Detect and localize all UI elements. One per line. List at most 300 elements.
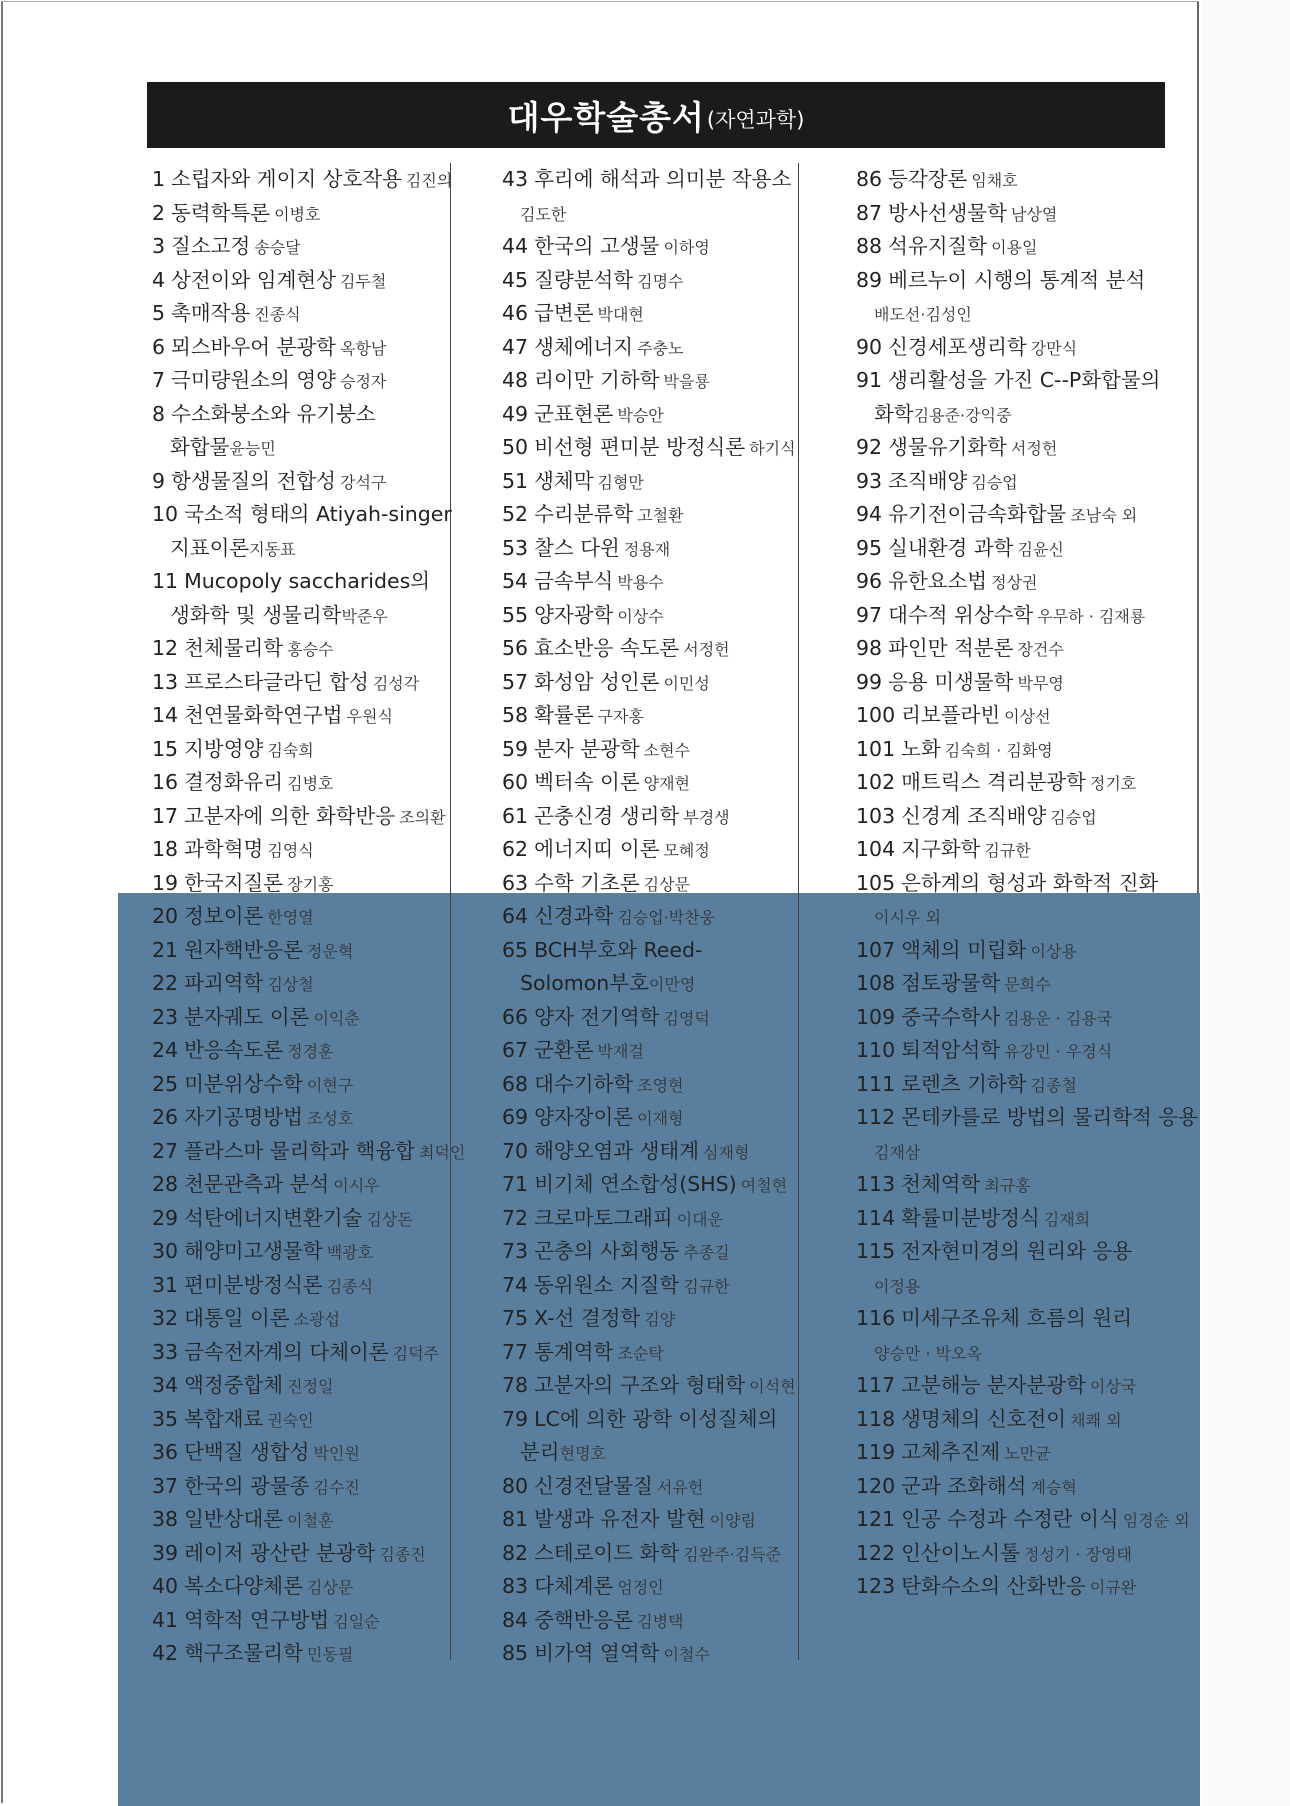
book-author: 김용준·강익중 bbox=[913, 406, 1012, 425]
book-number: 58 bbox=[502, 703, 529, 727]
book-title: 생리활성을 가진 C--P화합물의 bbox=[888, 368, 1161, 392]
book-author: 이만영 bbox=[648, 975, 696, 994]
book-author: 장건수 bbox=[1017, 640, 1064, 659]
book-number: 62 bbox=[502, 837, 529, 861]
book-title: 원자핵반응론 bbox=[184, 938, 303, 962]
book-title: 프로스타글라딘 합성 bbox=[184, 670, 369, 694]
book-entry bbox=[502, 1604, 683, 1638]
book-title: 조직배양 bbox=[888, 469, 968, 493]
book-number: 111 bbox=[856, 1072, 896, 1096]
book-number: 46 bbox=[502, 301, 529, 325]
book-title: 곤충신경 생리학 bbox=[534, 804, 680, 828]
book-entry bbox=[152, 331, 386, 365]
book-author: 김용운 · 김용국 bbox=[1004, 1009, 1113, 1028]
book-title: 편미분방정식론 bbox=[184, 1273, 323, 1297]
book-title: 유기전이금속화합물 bbox=[888, 502, 1067, 526]
book-author: 김종진 bbox=[379, 1545, 426, 1564]
series-title: 대우학술총서 bbox=[507, 97, 705, 137]
book-entry bbox=[502, 230, 710, 264]
book-author: 김도한 bbox=[520, 205, 567, 224]
book-number: 123 bbox=[856, 1574, 896, 1598]
book-title: 분자궤도 이론 bbox=[184, 1005, 310, 1029]
book-entry bbox=[856, 1001, 1112, 1035]
book-title: 응용 미생물학 bbox=[888, 670, 1014, 694]
book-author: 이상수 bbox=[617, 607, 664, 626]
book-author: 조순탁 bbox=[617, 1344, 664, 1363]
book-title: 뫼스바우어 분광학 bbox=[171, 335, 336, 359]
book-number: 10 bbox=[152, 502, 179, 526]
book-author: 김명수 bbox=[637, 272, 684, 291]
book-author: 정기호 bbox=[1089, 774, 1137, 793]
book-number: 12 bbox=[152, 636, 179, 660]
book-number: 75 bbox=[502, 1306, 529, 1330]
book-number: 22 bbox=[152, 971, 179, 995]
book-number: 99 bbox=[856, 670, 883, 694]
book-entry bbox=[856, 1403, 1122, 1437]
book-title: 금속전자계의 다체이론 bbox=[184, 1340, 389, 1364]
book-number: 73 bbox=[502, 1239, 529, 1263]
book-title: 몬테카를로 방법의 물리학적 응용 bbox=[901, 1105, 1198, 1129]
book-entry bbox=[502, 398, 664, 432]
book-entry bbox=[152, 833, 314, 867]
book-entry bbox=[502, 1503, 756, 1537]
book-author: 김종식 bbox=[326, 1277, 374, 1296]
book-author: 추종길 bbox=[683, 1243, 730, 1262]
book-entry bbox=[502, 1369, 796, 1403]
book-author: 정성기 · 장영태 bbox=[1023, 1545, 1132, 1564]
book-author: 계승혁 bbox=[1030, 1478, 1077, 1497]
book-author: 김완주·김득준 bbox=[683, 1545, 782, 1564]
book-number: 121 bbox=[856, 1507, 896, 1531]
book-author: 강석구 bbox=[340, 473, 387, 492]
book-author: 강만식 bbox=[1030, 339, 1078, 358]
book-entry bbox=[502, 867, 690, 901]
book-author: 지동표 bbox=[249, 540, 296, 559]
book-title: 화학 bbox=[874, 402, 914, 426]
book-number: 44 bbox=[502, 234, 529, 258]
book-title: 극미량원소의 영양 bbox=[171, 368, 336, 392]
book-title: 해양오염과 생태계 bbox=[534, 1139, 700, 1163]
book-entry bbox=[152, 197, 320, 231]
book-entry bbox=[856, 230, 1037, 264]
book-number: 8 bbox=[152, 402, 166, 426]
book-author: 민동필 bbox=[306, 1645, 354, 1664]
book-author: 김영식 bbox=[267, 841, 314, 860]
book-author: 권숙인 bbox=[267, 1411, 314, 1430]
book-title: 은하계의 형성과 화학적 진화 bbox=[901, 871, 1159, 895]
book-author: 고철환 bbox=[637, 506, 684, 525]
book-entry-continuation bbox=[856, 900, 941, 934]
book-entry-continuation bbox=[856, 1336, 982, 1370]
book-title: 대수기하학 bbox=[534, 1072, 634, 1096]
book-number: 112 bbox=[856, 1105, 896, 1129]
book-entry bbox=[856, 632, 1064, 666]
book-number: 19 bbox=[152, 871, 179, 895]
book-number: 66 bbox=[502, 1005, 529, 1029]
book-title: 양자장이론 bbox=[534, 1105, 634, 1129]
book-author: 정용재 bbox=[623, 540, 671, 559]
book-title: 벡터속 이론 bbox=[534, 770, 640, 794]
book-author: 김승업 bbox=[971, 473, 1018, 492]
book-number: 35 bbox=[152, 1407, 179, 1431]
book-title: 역학적 연구방법 bbox=[184, 1608, 330, 1632]
book-author: 현명호 bbox=[559, 1444, 606, 1463]
book-number: 95 bbox=[856, 536, 883, 560]
book-title: 크로마토그래피 bbox=[534, 1206, 673, 1230]
book-entry bbox=[152, 1001, 360, 1035]
book-title: 노화 bbox=[901, 737, 941, 761]
book-author: 조영현 bbox=[637, 1076, 684, 1095]
book-number: 7 bbox=[152, 368, 166, 392]
book-author: 박재걸 bbox=[597, 1042, 644, 1061]
book-number: 11 bbox=[152, 569, 179, 593]
book-number: 60 bbox=[502, 770, 529, 794]
book-author: 김상문 bbox=[643, 875, 690, 894]
book-entry bbox=[152, 867, 333, 901]
book-title: 생체에너지 bbox=[534, 335, 634, 359]
book-author: 김상문 bbox=[306, 1578, 354, 1597]
book-entry-continuation bbox=[152, 532, 296, 566]
book-title: 금속부식 bbox=[534, 569, 614, 593]
book-author: 김숙희 bbox=[267, 741, 314, 760]
book-number: 50 bbox=[502, 435, 529, 459]
book-number: 13 bbox=[152, 670, 179, 694]
book-number: 52 bbox=[502, 502, 529, 526]
book-entry bbox=[502, 1403, 777, 1436]
book-title: 핵구조물리학 bbox=[184, 1641, 303, 1665]
book-title: 미분위상수학 bbox=[184, 1072, 303, 1096]
book-title: 일반상대론 bbox=[184, 1507, 284, 1531]
series-header bbox=[147, 82, 1165, 148]
book-title: 생명체의 신호전이 bbox=[901, 1407, 1067, 1431]
book-number: 119 bbox=[856, 1440, 896, 1464]
book-number: 9 bbox=[152, 469, 166, 493]
book-entry bbox=[856, 498, 1137, 532]
book-entry bbox=[502, 1001, 710, 1035]
book-entry bbox=[152, 1235, 373, 1269]
book-entry bbox=[502, 1570, 664, 1604]
book-author: 윤능민 bbox=[229, 439, 276, 458]
book-number: 80 bbox=[502, 1474, 529, 1498]
book-title: 복소다양체론 bbox=[184, 1574, 303, 1598]
book-number: 103 bbox=[856, 804, 896, 828]
book-author: 김규한 bbox=[683, 1277, 730, 1296]
book-title: 수리분류학 bbox=[534, 502, 634, 526]
book-title: 국소적 형태의 Atiyah-singer bbox=[184, 502, 452, 526]
book-number: 17 bbox=[152, 804, 179, 828]
book-entry bbox=[856, 833, 1031, 867]
book-title: 군환론 bbox=[534, 1038, 594, 1062]
book-title: 소립자와 게이지 상호작용 bbox=[171, 167, 402, 191]
book-title: 동력학특론 bbox=[171, 201, 271, 225]
book-number: 70 bbox=[502, 1139, 529, 1163]
book-entry bbox=[856, 1570, 1136, 1604]
book-title: LC에 의한 광학 이성질체의 bbox=[534, 1407, 778, 1431]
book-number: 104 bbox=[856, 837, 896, 861]
book-title: 스테로이드 화학 bbox=[534, 1541, 680, 1565]
book-entry bbox=[502, 599, 664, 633]
book-entry bbox=[856, 1068, 1077, 1102]
book-title: 상전이와 임계현상 bbox=[171, 268, 336, 292]
book-author: 박승안 bbox=[617, 406, 664, 425]
book-entry-continuation bbox=[502, 967, 695, 1001]
book-title: 질량분석학 bbox=[534, 268, 634, 292]
book-number: 55 bbox=[502, 603, 529, 627]
book-title: 중국수학사 bbox=[901, 1005, 1001, 1029]
book-entry bbox=[152, 398, 376, 431]
book-title: 지방영양 bbox=[184, 737, 264, 761]
book-number: 5 bbox=[152, 301, 166, 325]
book-entry bbox=[152, 1168, 380, 1202]
book-title: 결정화유리 bbox=[184, 770, 284, 794]
book-author: 송승달 bbox=[254, 238, 301, 257]
book-number: 39 bbox=[152, 1541, 179, 1565]
book-author: 김상돈 bbox=[366, 1210, 413, 1229]
book-entry-continuation bbox=[152, 431, 276, 465]
book-entry bbox=[856, 1235, 1132, 1268]
book-author: 최덕인 bbox=[418, 1143, 466, 1162]
book-number: 78 bbox=[502, 1373, 529, 1397]
book-entry bbox=[152, 163, 452, 197]
book-number: 53 bbox=[502, 536, 529, 560]
book-number: 25 bbox=[152, 1072, 179, 1096]
book-entry bbox=[502, 632, 730, 666]
book-title: 액정중합체 bbox=[184, 1373, 284, 1397]
book-title: 비선형 편미분 방정식론 bbox=[534, 435, 746, 459]
book-number: 105 bbox=[856, 871, 896, 895]
book-entry bbox=[502, 1135, 749, 1169]
column-divider-1 bbox=[450, 163, 451, 1660]
book-number: 15 bbox=[152, 737, 179, 761]
book-entry bbox=[856, 1503, 1190, 1537]
book-author: 김진의 bbox=[405, 171, 453, 190]
book-title: 생체막 bbox=[534, 469, 594, 493]
book-number: 122 bbox=[856, 1541, 896, 1565]
book-entry bbox=[152, 900, 314, 934]
book-number: 90 bbox=[856, 335, 883, 359]
book-title: 석탄에너지변환기술 bbox=[184, 1206, 363, 1230]
book-author: 김병택 bbox=[637, 1612, 684, 1631]
book-title: 지표이론 bbox=[170, 536, 250, 560]
book-entry bbox=[502, 666, 710, 700]
page-margin bbox=[1202, 0, 1290, 1806]
book-number: 92 bbox=[856, 435, 883, 459]
book-entry bbox=[152, 1101, 353, 1135]
book-title: 통계역학 bbox=[534, 1340, 614, 1364]
book-author: 조성호 bbox=[306, 1109, 354, 1128]
book-entry bbox=[152, 766, 333, 800]
book-number: 65 bbox=[502, 938, 529, 962]
book-author: 구자홍 bbox=[597, 707, 644, 726]
book-author: 유강민 · 우경식 bbox=[1004, 1042, 1113, 1061]
book-title: 군표현론 bbox=[534, 402, 614, 426]
book-entry bbox=[502, 1101, 683, 1135]
book-entry bbox=[856, 197, 1057, 231]
book-number: 54 bbox=[502, 569, 529, 593]
book-number: 68 bbox=[502, 1072, 529, 1096]
book-entry bbox=[502, 264, 683, 298]
book-entry bbox=[502, 1470, 703, 1504]
book-entry bbox=[152, 1503, 333, 1537]
book-entry bbox=[502, 766, 690, 800]
book-title: 인공 수정과 수정란 이식 bbox=[901, 1507, 1119, 1531]
book-number: 117 bbox=[856, 1373, 896, 1397]
book-author: 이익춘 bbox=[313, 1009, 360, 1028]
book-author: 여철현 bbox=[740, 1176, 788, 1195]
book-number: 94 bbox=[856, 502, 883, 526]
book-entry bbox=[152, 565, 430, 598]
book-entry bbox=[152, 967, 314, 1001]
book-entry bbox=[856, 1369, 1136, 1403]
book-author: 이규완 bbox=[1089, 1578, 1137, 1597]
book-number: 41 bbox=[152, 1608, 179, 1632]
book-title: 방사선생물학 bbox=[888, 201, 1007, 225]
book-number: 96 bbox=[856, 569, 883, 593]
book-author: 모혜정 bbox=[663, 841, 710, 860]
book-author: 진종식 bbox=[254, 305, 301, 324]
book-entry bbox=[502, 297, 644, 331]
book-number: 118 bbox=[856, 1407, 896, 1431]
book-number: 64 bbox=[502, 904, 529, 928]
book-number: 87 bbox=[856, 201, 883, 225]
book-author: 이시우 외 bbox=[874, 908, 941, 927]
book-author: 김규한 bbox=[984, 841, 1031, 860]
book-entry bbox=[152, 800, 446, 834]
book-entry bbox=[152, 230, 301, 264]
book-author: 백광호 bbox=[326, 1243, 374, 1262]
book-entry bbox=[856, 1101, 1198, 1134]
book-entry bbox=[152, 1470, 360, 1504]
book-number: 109 bbox=[856, 1005, 896, 1029]
book-title: 점토광물학 bbox=[901, 971, 1001, 995]
book-number: 29 bbox=[152, 1206, 179, 1230]
book-title: 양자 전기역학 bbox=[534, 1005, 660, 1029]
book-title: 찰스 다윈 bbox=[534, 536, 620, 560]
book-author: 김숙희 · 김화영 bbox=[944, 741, 1053, 760]
book-number: 72 bbox=[502, 1206, 529, 1230]
book-title: 곤충의 사회행동 bbox=[534, 1239, 680, 1263]
book-author: 이석현 bbox=[749, 1377, 796, 1396]
book-number: 6 bbox=[152, 335, 166, 359]
book-title: 신경전달물질 bbox=[534, 1474, 653, 1498]
book-title: 다체계론 bbox=[534, 1574, 614, 1598]
book-entry bbox=[856, 1168, 1031, 1202]
book-title: 대통일 이론 bbox=[184, 1306, 290, 1330]
book-title: 신경세포생리학 bbox=[888, 335, 1027, 359]
book-entry bbox=[502, 498, 683, 532]
book-entry bbox=[152, 1369, 333, 1403]
book-number: 21 bbox=[152, 938, 179, 962]
book-title: 등각장론 bbox=[888, 167, 968, 191]
book-title: Solomon부호 bbox=[520, 971, 649, 995]
book-number: 71 bbox=[502, 1172, 529, 1196]
book-entry bbox=[502, 532, 670, 566]
book-title: 천문관측과 분석 bbox=[184, 1172, 330, 1196]
book-title: 후리에 해석과 의미분 작용소 bbox=[534, 167, 792, 191]
book-author: 옥항남 bbox=[340, 339, 387, 358]
book-author: 이용일 bbox=[991, 238, 1038, 257]
book-title: 실내환경 과학 bbox=[888, 536, 1014, 560]
book-entry bbox=[856, 1302, 1132, 1335]
book-title: 복합재료 bbox=[184, 1407, 264, 1431]
book-title: 반응속도론 bbox=[184, 1038, 284, 1062]
book-entry bbox=[856, 565, 1037, 599]
book-author: 김종철 bbox=[1030, 1076, 1077, 1095]
book-author: 박무영 bbox=[1017, 674, 1064, 693]
book-author: 부경생 bbox=[683, 808, 730, 827]
book-author: 노만균 bbox=[1004, 1444, 1051, 1463]
book-entry bbox=[152, 1604, 380, 1638]
book-author: 이상국 bbox=[1089, 1377, 1137, 1396]
book-entry bbox=[856, 465, 1018, 499]
book-title: 해양미고생물학 bbox=[184, 1239, 323, 1263]
book-title: 양자광학 bbox=[534, 603, 614, 627]
book-author: 김성각 bbox=[372, 674, 420, 693]
book-entry bbox=[856, 1202, 1090, 1236]
book-entry bbox=[856, 699, 1051, 733]
book-number: 20 bbox=[152, 904, 179, 928]
book-number: 74 bbox=[502, 1273, 529, 1297]
book-title: 한국의 광물종 bbox=[184, 1474, 310, 1498]
book-number: 24 bbox=[152, 1038, 179, 1062]
book-title: 플라스마 물리학과 핵융합 bbox=[184, 1139, 415, 1163]
book-author: 박준우 bbox=[341, 607, 388, 626]
book-entry-continuation bbox=[856, 297, 972, 331]
book-entry bbox=[856, 163, 1018, 197]
book-entry-continuation bbox=[856, 398, 1011, 432]
book-author: 이상용 bbox=[1030, 942, 1077, 961]
book-number: 27 bbox=[152, 1139, 179, 1163]
book-entry-continuation bbox=[856, 1135, 920, 1169]
book-author: 김두철 bbox=[340, 272, 387, 291]
book-title: 퇴적암석학 bbox=[901, 1038, 1001, 1062]
book-author: 소광섭 bbox=[293, 1310, 340, 1329]
book-title: 레이저 광산란 분광학 bbox=[184, 1541, 376, 1565]
book-number: 34 bbox=[152, 1373, 179, 1397]
book-title: 화합물 bbox=[170, 435, 230, 459]
book-title: BCH부호와 Reed- bbox=[534, 938, 703, 962]
book-number: 48 bbox=[502, 368, 529, 392]
series-subtitle: (자연과학) bbox=[706, 108, 805, 132]
book-title: 화성암 성인론 bbox=[534, 670, 660, 694]
book-author: 정상권 bbox=[991, 573, 1038, 592]
book-author: 김형만 bbox=[597, 473, 644, 492]
book-entry bbox=[502, 1068, 683, 1102]
book-number: 108 bbox=[856, 971, 896, 995]
book-entry bbox=[152, 1034, 333, 1068]
book-entry bbox=[152, 1135, 465, 1169]
book-author: 남상열 bbox=[1010, 205, 1058, 224]
book-author: 서정헌 bbox=[683, 640, 730, 659]
book-entry bbox=[502, 934, 702, 967]
book-author: 김수진 bbox=[313, 1478, 360, 1497]
book-title: 비가역 열역학 bbox=[534, 1641, 660, 1665]
book-author: 박대현 bbox=[597, 305, 644, 324]
book-entry bbox=[152, 1269, 373, 1303]
book-number: 1 bbox=[152, 167, 166, 191]
book-title: 석유지질학 bbox=[888, 234, 988, 258]
book-number: 113 bbox=[856, 1172, 896, 1196]
book-author: 한영열 bbox=[267, 908, 314, 927]
book-entry bbox=[856, 1436, 1051, 1470]
book-title: 신경계 조직배양 bbox=[901, 804, 1047, 828]
book-title: 중핵반응론 bbox=[534, 1608, 634, 1632]
book-title: 단백질 생합성 bbox=[184, 1440, 310, 1464]
book-title: X-선 결정학 bbox=[534, 1306, 641, 1330]
book-number: 89 bbox=[856, 268, 883, 292]
book-number: 23 bbox=[152, 1005, 179, 1029]
book-number: 61 bbox=[502, 804, 529, 828]
